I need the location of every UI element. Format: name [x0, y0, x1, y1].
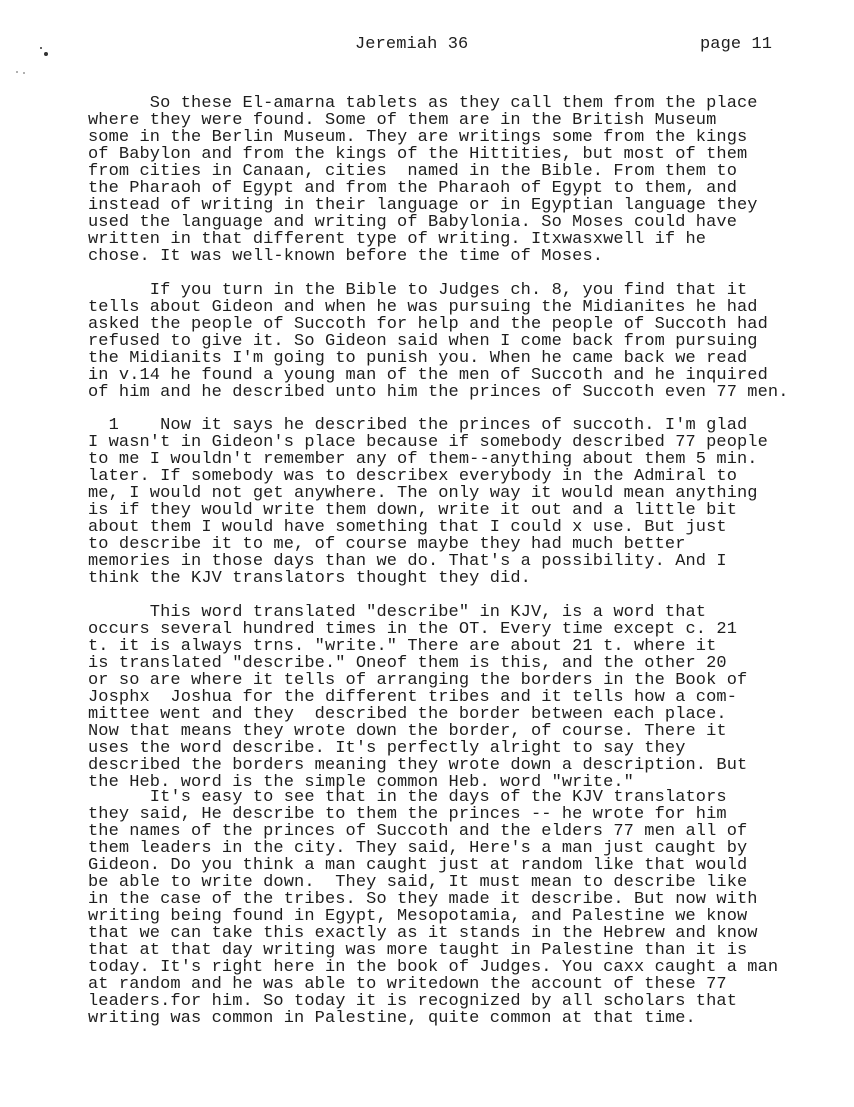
text-line: think the KJV translators thought they did. [88, 569, 531, 588]
paragraph-el-amarna [88, 95, 758, 265]
text-line: Josphx Joshua for the different tribes and it tells how a com- [88, 688, 738, 707]
text-line: occurs several hundred times in the OT. Every time except c. 21 [88, 620, 738, 639]
text-line: asked the people of Succoth for help and the people of Succoth had [88, 315, 768, 334]
text-line: to describe it to me, of course maybe they had much better [88, 535, 686, 554]
text-line: or so are where it tells of arranging the borders in the Book of [88, 671, 748, 690]
text-line: tells about Gideon and when he was pursuing the Midianites he had [88, 298, 758, 317]
scan-speck [23, 72, 25, 74]
text-line: So these El-amarna tablets as they call them from the place [88, 94, 758, 113]
text-line: of Babylon and from the kings of the Hittities, but most of them [88, 145, 748, 164]
text-line: described the borders meaning they wrote down a description. But [88, 756, 748, 775]
page-number: page 11 [700, 35, 773, 54]
paragraph-judges [88, 282, 789, 401]
paragraph-described [88, 417, 768, 587]
text-line: from cities in Canaan, cities named in the Bible. From them to [88, 162, 738, 181]
text-line: the names of the princes of Succoth and the elders 77 men all of [88, 822, 748, 841]
text-line: in v.14 he found a young man of the men of Succoth and he inquired [88, 366, 768, 385]
text-line: the Pharaoh of Egypt and from the Pharaoh of Egypt to them, and [88, 179, 738, 198]
text-line: chose. It was well-known before the time of Moses. [88, 247, 604, 266]
text-line: them leaders in the city. They said, Here's a man just caught by [88, 839, 748, 858]
text-line: uses the word describe. It's perfectly alright to say they [88, 739, 686, 758]
text-line: 1 Now it says he described the princes of succoth. I'm glad [88, 416, 748, 435]
text-line: Gideon. Do you think a man caught just at random like that would [88, 856, 748, 875]
header-title: Jeremiah 36 [355, 35, 469, 54]
text-line: the Heb. word is the simple common Heb. word "write." [88, 773, 634, 792]
text-line: they said, He describe to them the princes -- he wrote for him [88, 805, 727, 824]
text-line: some in the Berlin Museum. They are writings some from the kings [88, 128, 748, 147]
text-line: used the language and writing of Babylonia. So Moses could have [88, 213, 738, 232]
text-line: the Midianits I'm going to punish you. When he came back we read [88, 349, 748, 368]
text-line: t. it is always trns. "write." There are about 21 t. where it [88, 637, 717, 656]
text-line: that we can take this exactly as it stands in the Hebrew and know [88, 924, 758, 943]
text-line: be able to write down. They said, It must mean to describe like [88, 873, 748, 892]
scan-speck [44, 52, 48, 56]
text-line: to me I wouldn't remember any of them--anything about them 5 min. [88, 450, 758, 469]
text-line: about them I would have something that I could x use. But just [88, 518, 727, 537]
text-line: today. It's right here in the book of Judges. You caxx caught a man [88, 958, 779, 977]
text-line: If you turn in the Bible to Judges ch. 8, you find that it [88, 281, 748, 300]
text-line: mittee went and they described the border between each place. [88, 705, 727, 724]
scan-speck [16, 71, 18, 73]
text-line: me, I would not get anywhere. The only way it would mean anything [88, 484, 758, 503]
text-line: in the case of the tribes. So they made it describe. But now with [88, 890, 758, 909]
text-line: Now that means they wrote down the border, of course. There it [88, 722, 727, 741]
text-line: refused to give it. So Gideon said when I come back from pursuing [88, 332, 758, 351]
text-line: that at that day writing was more taught in Palestine than it is [88, 941, 748, 960]
text-line: later. If somebody was to describex everybody in the Admiral to [88, 467, 738, 486]
text-line: writing was common in Palestine, quite common at that time. [88, 1009, 696, 1028]
text-line: It's easy to see that in the days of the KJV translators [88, 788, 727, 807]
text-line: is if they would write them down, write it out and a little bit [88, 501, 738, 520]
text-line: written in that different type of writing. Itxwasxwell if he [88, 230, 707, 249]
text-line: is translated "describe." Oneof them is this, and the other 20 [88, 654, 727, 673]
text-line: I wasn't in Gideon's place because if somebody described 77 people [88, 433, 768, 452]
text-line: This word translated "describe" in KJV, is a word that [88, 603, 707, 622]
paragraph-translated [88, 604, 747, 791]
paragraph-kjv-translators [88, 789, 778, 1027]
text-line: writing being found in Egypt, Mesopotamia, and Palestine we know [88, 907, 748, 926]
text-line: of him and he described unto him the princes of Succoth even 77 men. [88, 383, 789, 402]
text-line: leaders.for him. So today it is recognized by all scholars that [88, 992, 738, 1011]
scan-speck [40, 47, 42, 49]
text-line: instead of writing in their language or in Egyptian language they [88, 196, 758, 215]
text-line: memories in those days than we do. That's a possibility. And I [88, 552, 727, 571]
text-line: at random and he was able to writedown the account of these 77 [88, 975, 727, 994]
text-line: where they were found. Some of them are in the British Museum [88, 111, 717, 130]
